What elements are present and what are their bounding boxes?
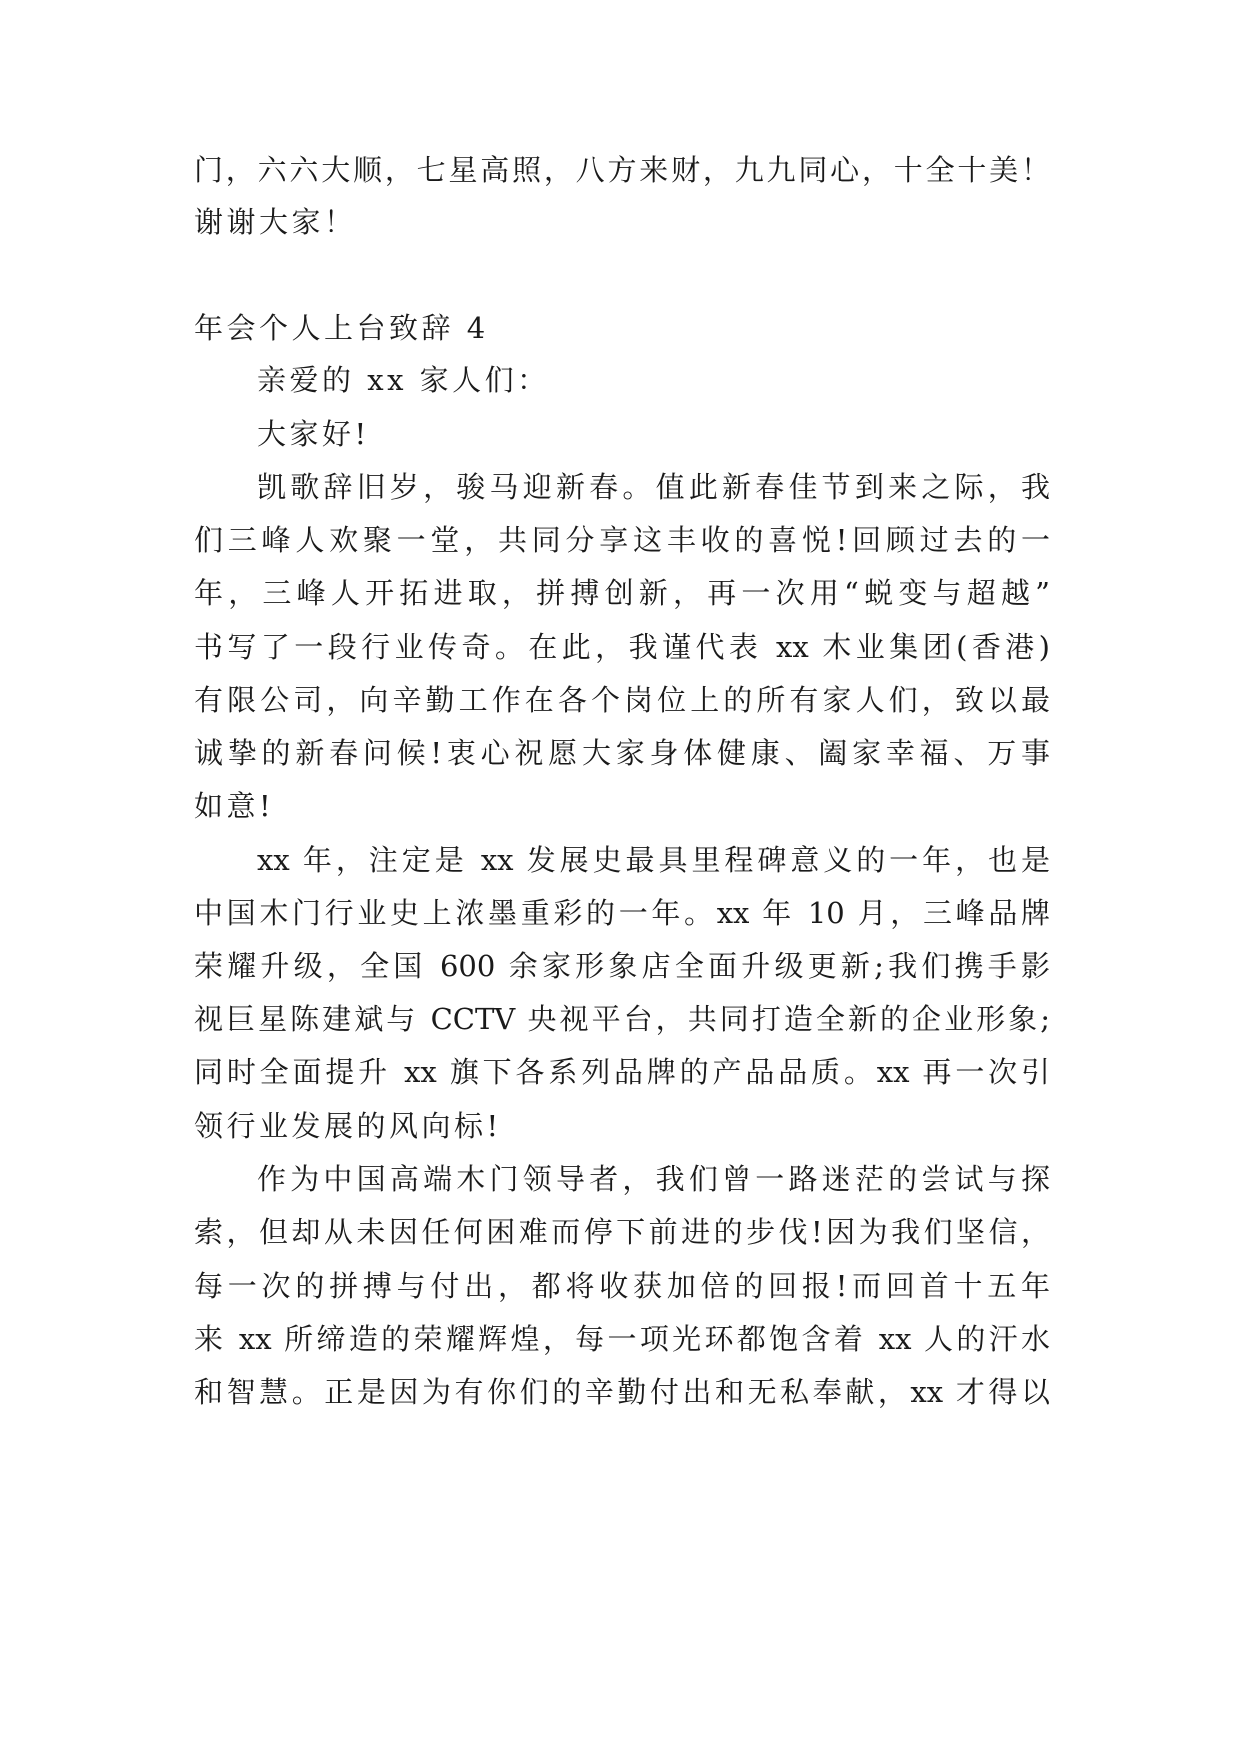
text-line: 谢谢大家！: [194, 205, 357, 239]
text-line: 和智慧。正是因为有你们的辛勤付出和无私奉献，xx 才得以: [194, 1375, 1050, 1409]
text-line: 领行业发展的风向标!: [194, 1109, 502, 1143]
text-line: 年，三峰人开拓进取，拼搏创新，再一次用“蜕变与超越”: [194, 576, 1050, 610]
text-line: 凯歌辞旧岁，骏马迎新春。值此新春佳节到来之际，我: [257, 470, 1050, 504]
text-line: 中国木门行业史上浓墨重彩的一年。xx 年 10 月，三峰品牌: [194, 896, 1050, 930]
text-line: 来 xx 所缔造的荣耀辉煌，每一项光环都饱含着 xx 人的汗水: [194, 1322, 1050, 1356]
text-line: 索，但却从未因任何困难而停下前进的步伐!因为我们坚信，: [194, 1215, 1050, 1249]
text-line: 作为中国高端木门领导者，我们曾一路迷茫的尝试与探: [257, 1162, 1050, 1196]
text-line: 门，六六大顺，七星高照，八方来财，九九同心，十全十美！: [194, 153, 1050, 187]
text-line: 如意!: [194, 789, 275, 823]
text-line: 同时全面提升 xx 旗下各系列品牌的产品品质。xx 再一次引: [194, 1055, 1050, 1089]
section-heading: 年会个人上台致辞 4: [194, 311, 489, 345]
greeting: 大家好!: [257, 417, 370, 451]
text-line: 每一次的拼搏与付出，都将收获加倍的回报!而回首十五年: [194, 1269, 1050, 1303]
text-line: 荣耀升级，全国 600 余家形象店全面升级更新;我们携手影: [194, 949, 1050, 983]
text-line: xx 年，注定是 xx 发展史最具里程碑意义的一年，也是: [257, 843, 1050, 877]
salutation: 亲爱的 xx 家人们：: [257, 363, 550, 397]
text-line: 有限公司，向辛勤工作在各个岗位上的所有家人们，致以最: [194, 683, 1050, 717]
text-line: 们三峰人欢聚一堂，共同分享这丰收的喜悦!回顾过去的一: [194, 523, 1050, 557]
text-line: 视巨星陈建斌与 CCTV 央视平台，共同打造全新的企业形象;: [194, 1002, 1050, 1036]
text-line: 书写了一段行业传奇。在此，我谨代表 xx 木业集团(香港): [194, 630, 1050, 664]
text-line: 诚挚的新春问候!衷心祝愿大家身体健康、阖家幸福、万事: [194, 736, 1050, 770]
